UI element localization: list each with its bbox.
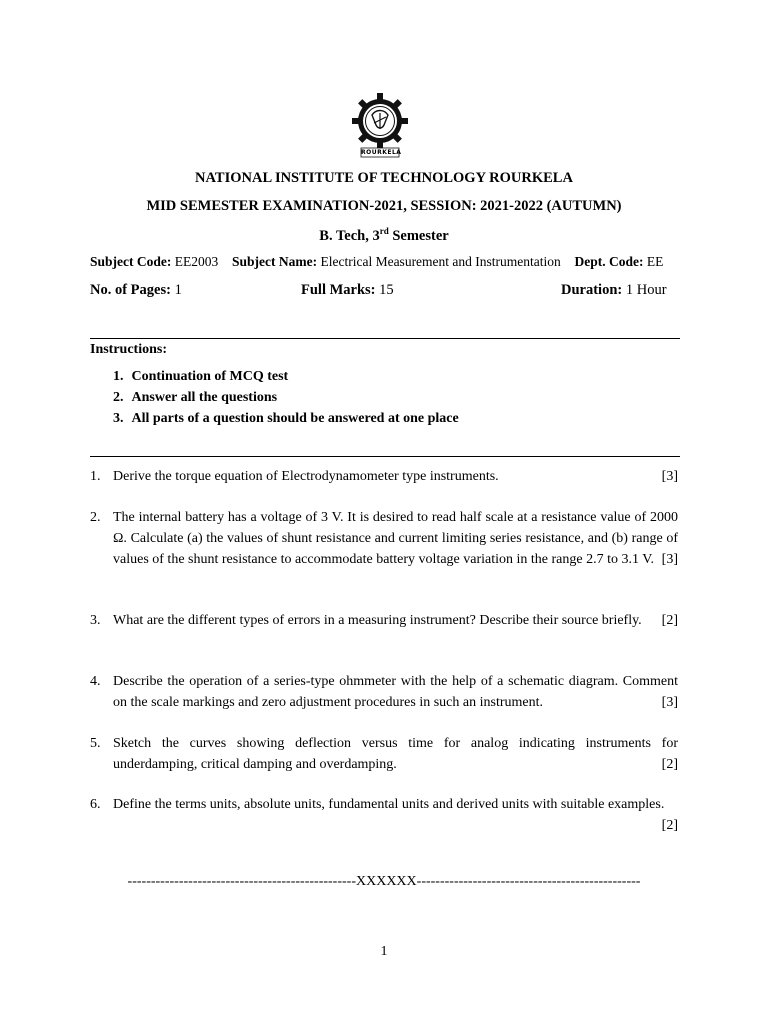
logo-text: ROURKELA bbox=[361, 149, 402, 156]
question-1: 1. Derive the torque equation of Electrodynamometer type instruments. [3] bbox=[90, 466, 678, 487]
question-marks: [3] bbox=[661, 552, 678, 567]
subject-name-value: Electrical Measurement and Instrumentation bbox=[320, 254, 561, 269]
subject-line bbox=[90, 254, 663, 270]
question-marks: [2] bbox=[661, 757, 678, 772]
question-5: 5. Sketch the curves showing deflection versus time for analog indicating instruments for underdamping, critical damping and overdamping. [2] bbox=[90, 733, 678, 775]
full-marks-info: Full Marks: 15 bbox=[301, 282, 394, 298]
pages-info: No. of Pages: 1 bbox=[90, 282, 182, 298]
institute-logo bbox=[349, 92, 411, 158]
instruction-item: 3. All parts of a question should be answered at one place bbox=[113, 411, 459, 426]
exam-title: MID SEMESTER EXAMINATION-2021, SESSION: 2021-2022 (AUTUMN) bbox=[146, 198, 622, 214]
question-marks: [3] bbox=[661, 695, 678, 710]
question-6: 6. Define the terms units, absolute units, fundamental units and derived units with suitable examples. [2] bbox=[90, 794, 678, 836]
institute-name: NATIONAL INSTITUTE OF TECHNOLOGY ROURKELA bbox=[195, 170, 573, 186]
subject-name-label: Subject Name: bbox=[232, 254, 318, 269]
subject-code-label: Subject Code: bbox=[90, 254, 172, 269]
question-2: 2. The internal battery has a voltage of 3 V. It is desired to read half scale at a resistance value of 2000 Ω. Calculate (a) the values of shunt resistance and current limiting series resistance, and (b) range of values of the shunt resistance to accommodate battery voltage variation in the range 2.7 to 3.1 V. [3] bbox=[90, 507, 678, 570]
question-marks: [3] bbox=[661, 469, 678, 484]
duration-info: Duration: 1 Hour bbox=[561, 282, 667, 298]
subject-code-value: EE2003 bbox=[174, 254, 219, 269]
instruction-item: 2. Answer all the questions bbox=[113, 390, 278, 405]
end-marker: -------------------------------------------------XXXXXX------------------------------------------------ bbox=[127, 874, 641, 889]
question-3: 3. What are the different types of errors in a measuring instrument? Describe their source briefly. [2] bbox=[90, 610, 678, 631]
program-semester: B. Tech, 3rd Semester bbox=[319, 226, 449, 244]
dept-code-label: Dept. Code: bbox=[574, 254, 644, 269]
top-divider bbox=[90, 338, 680, 339]
instruction-item: 1. Continuation of MCQ test bbox=[113, 369, 289, 384]
dept-code-value: EE bbox=[646, 254, 664, 269]
question-marks: [2] bbox=[661, 818, 678, 833]
question-4: 4. Describe the operation of a series-type ohmmeter with the help of a schematic diagram. Comment on the scale markings and zero adjustment procedures in such an instrument. [3] bbox=[90, 671, 678, 713]
page-number: 1 bbox=[380, 944, 388, 959]
instructions-heading: Instructions: bbox=[90, 342, 168, 357]
bottom-divider bbox=[90, 456, 680, 457]
question-marks: [2] bbox=[661, 613, 678, 628]
